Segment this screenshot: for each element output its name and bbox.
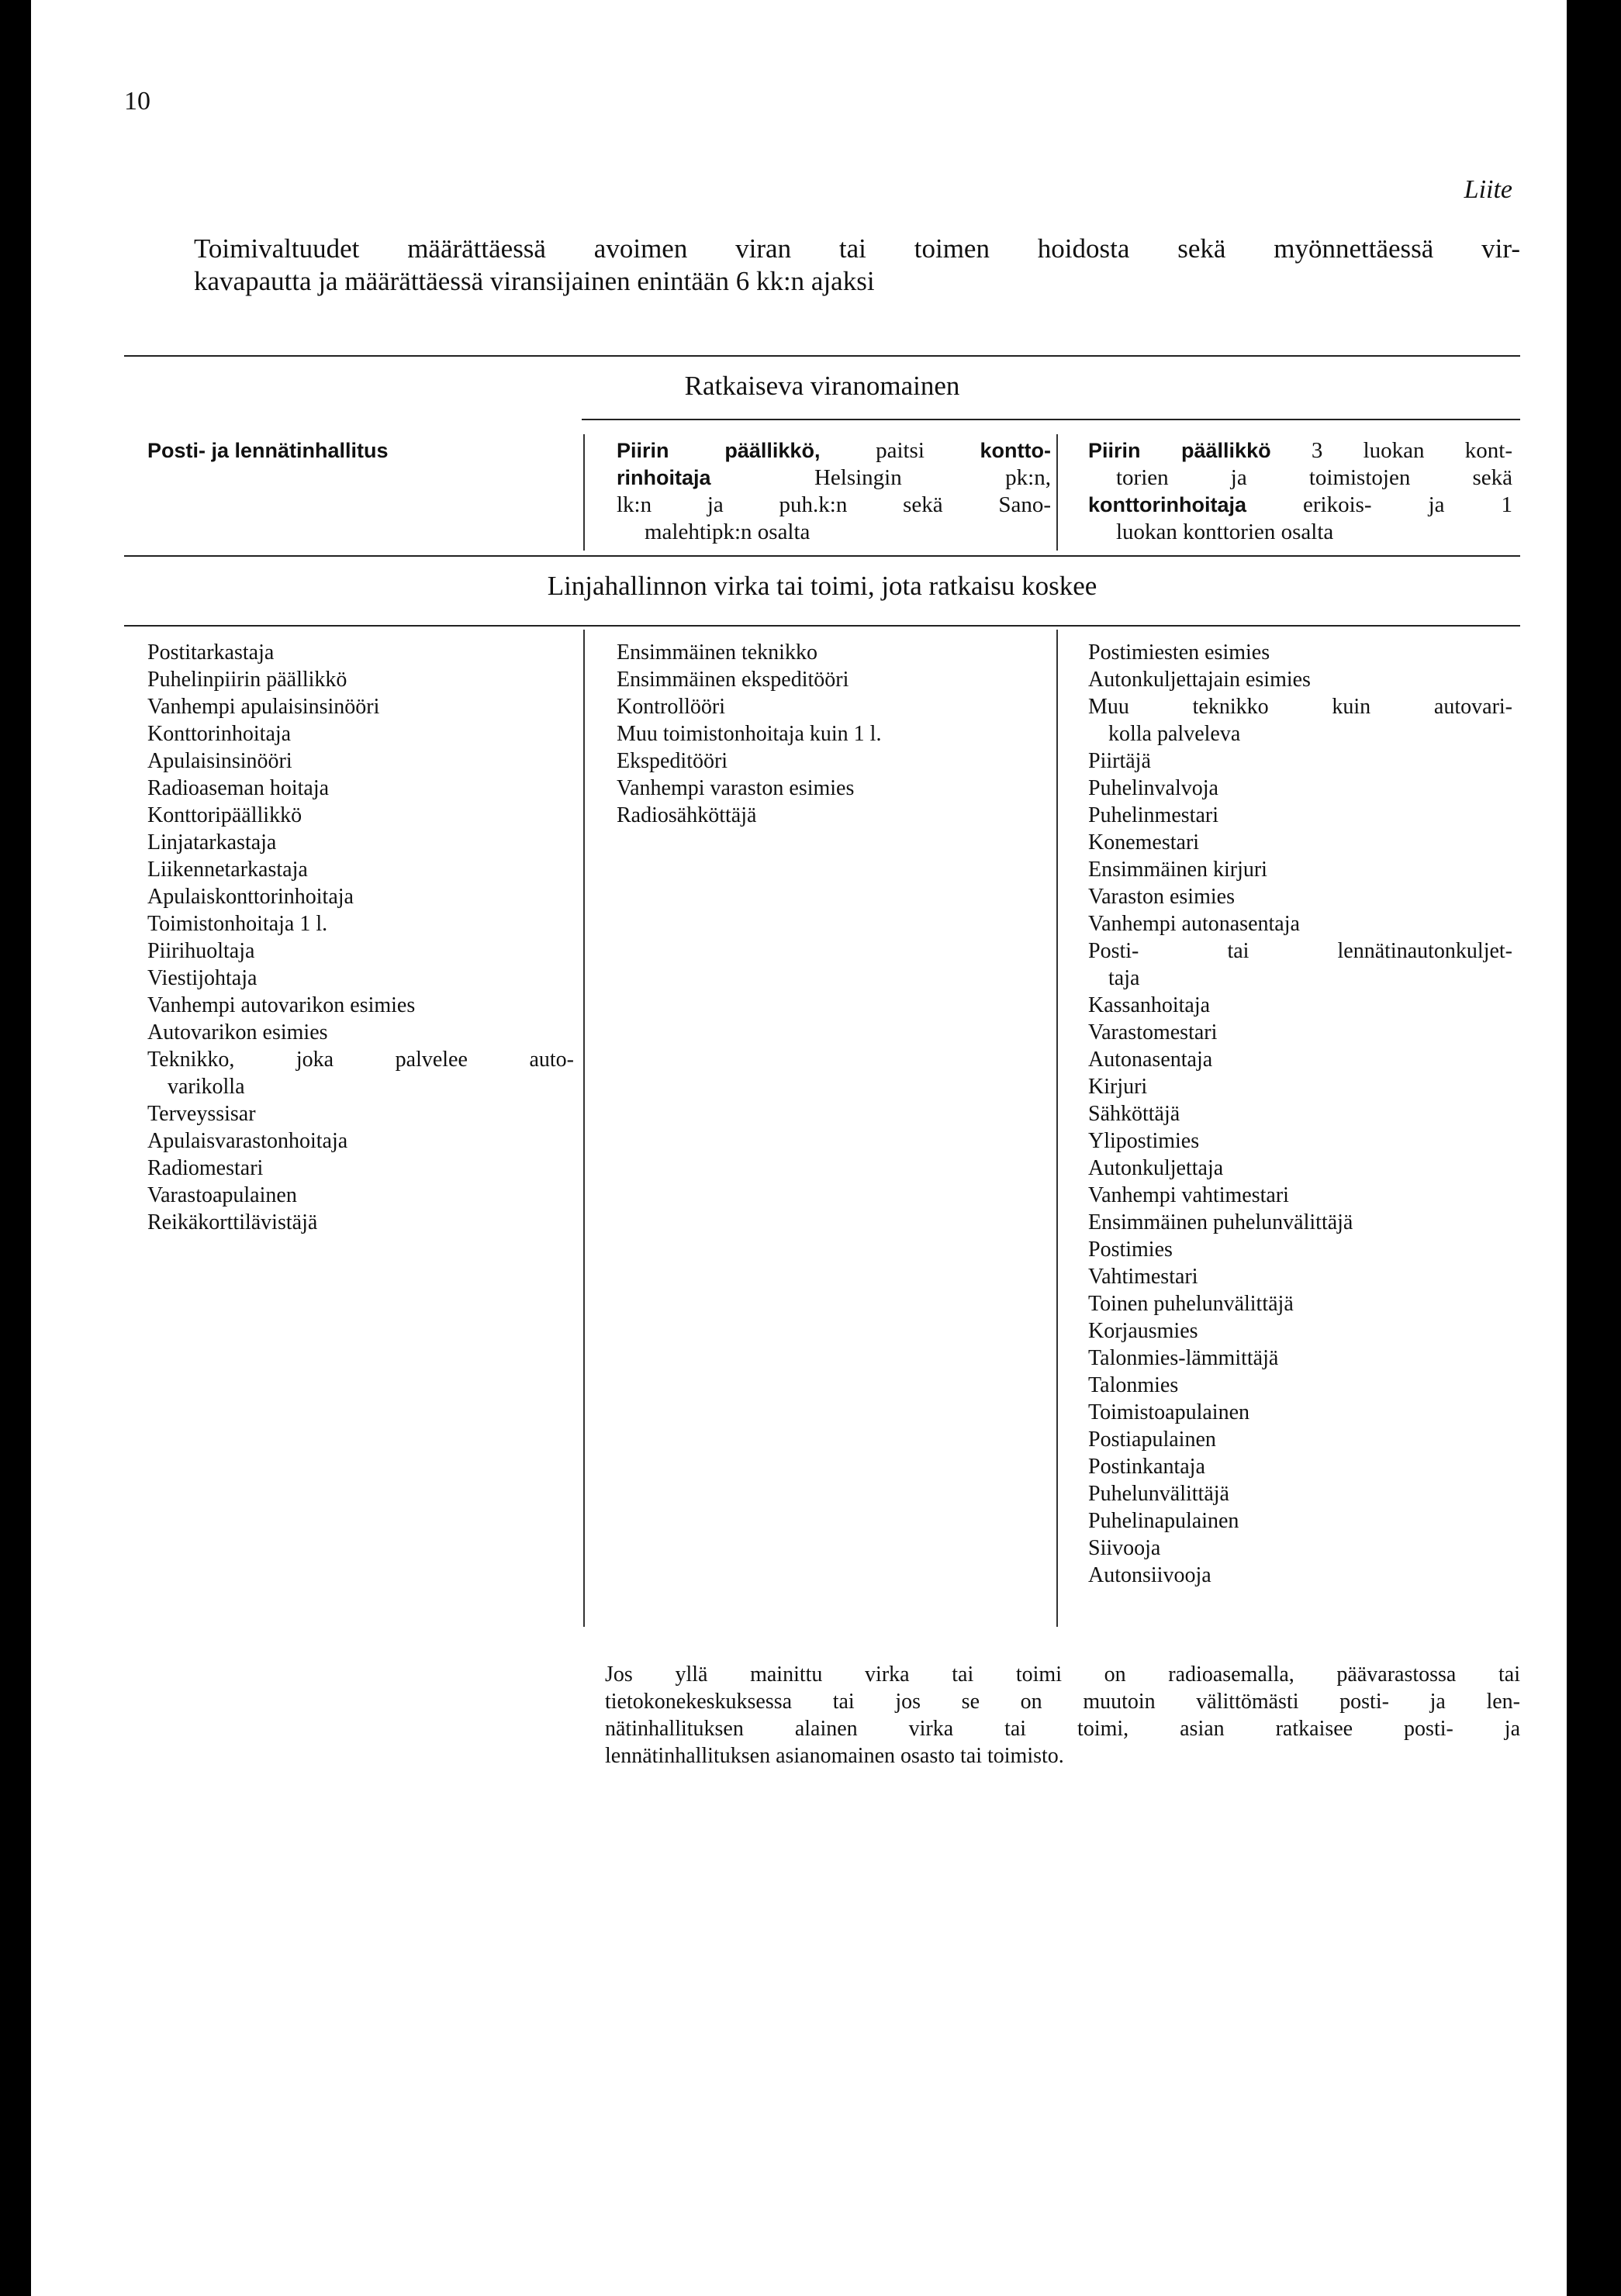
list-item: Autonsiivooja xyxy=(1088,1563,1211,1587)
title-line-1: Toimivaltuudet määrättäessä avoimen viran tai toimen hoidosta sekä myönnettäessä vir- xyxy=(194,233,1520,264)
divider xyxy=(124,355,1520,357)
list-item: Puhelinpiirin päällikkö xyxy=(147,668,347,692)
list-item: Radiomestari xyxy=(147,1156,264,1180)
footnote-line-3: nätinhallituksen alainen virka tai toimi, asian ratkaisee posti- ja xyxy=(605,1717,1520,1741)
list-item: Piirihuoltaja xyxy=(147,939,255,963)
list-item: Vanhempi varaston esimies xyxy=(617,776,855,800)
bold-text: konttorinhoitaja xyxy=(1088,493,1246,516)
column-header-3-line-3 xyxy=(1088,492,1512,519)
column-header-3-line-4: luokan konttorien osalta xyxy=(1116,520,1334,544)
list-item: Puhelinapulainen xyxy=(1088,1509,1239,1533)
list-item: Ekspeditööri xyxy=(617,749,728,773)
list-item: Terveyssisar xyxy=(147,1102,256,1126)
list-item: Ensimmäinen teknikko xyxy=(617,640,817,665)
list-item: Korjausmies xyxy=(1088,1319,1198,1343)
bold-text: Piirin päällikkö, xyxy=(617,439,821,462)
divider xyxy=(124,555,1520,557)
list-item: Konttoripäällikkö xyxy=(147,803,302,827)
list-item: Autovarikon esimies xyxy=(147,1020,328,1044)
list-item: Autonkuljettajain esimies xyxy=(1088,668,1311,692)
list-item: Toimistonhoitaja 1 l. xyxy=(147,912,328,936)
list-item: Vanhempi vahtimestari xyxy=(1088,1183,1289,1207)
list-item: Piirtäjä xyxy=(1088,749,1151,773)
column-header-2-line-4: malehtipk:n osalta xyxy=(645,520,810,544)
list-item: Autonasentaja xyxy=(1088,1048,1213,1072)
list-item: Postimiesten esimies xyxy=(1088,640,1270,665)
list-item: Puhelinvalvoja xyxy=(1088,776,1218,800)
list-item: Muu teknikko kuin autovari- xyxy=(1088,695,1512,719)
column-separator xyxy=(1056,434,1058,551)
bold-text: kontto- xyxy=(980,439,1051,462)
column-separator xyxy=(583,630,585,1627)
list-item: taja xyxy=(1108,966,1140,990)
footnote-line-2: tietokonekeskuksessa tai jos se on muutoin välittömästi posti- ja len- xyxy=(605,1690,1520,1714)
list-item: Radioaseman hoitaja xyxy=(147,776,330,800)
list-item: Apulaisvarastonhoitaja xyxy=(147,1129,348,1153)
document-title xyxy=(194,233,1520,298)
list-item: Linjatarkastaja xyxy=(147,830,277,855)
list-item: Kontrollööri xyxy=(617,695,725,719)
list-item: Autonkuljettaja xyxy=(1088,1156,1224,1180)
subheading: Linjahallinnon virka tai toimi, jota ratkaisu koskee xyxy=(547,571,1097,601)
column-separator xyxy=(583,434,585,551)
title-line-2: kavapautta ja määrättäessä viransijainen enintään 6 kk:n ajaksi xyxy=(194,266,875,296)
list-item: Postiapulainen xyxy=(1088,1428,1216,1452)
list-item: Ensimmäinen kirjuri xyxy=(1088,858,1267,882)
list-item: Vanhempi autonasentaja xyxy=(1088,912,1300,936)
list-item: Talonmies-lämmittäjä xyxy=(1088,1346,1279,1370)
list-item: Radiosähköttäjä xyxy=(617,803,757,827)
list-posti-ja-lennatinhallitus xyxy=(147,639,574,1236)
bold-text: Piirin päällikkö xyxy=(1088,439,1271,462)
list-item: Vanhempi autovarikon esimies xyxy=(147,993,416,1017)
document-page xyxy=(31,0,1567,2296)
column-header-1 xyxy=(147,437,582,464)
column-header-2-line-3: lk:n ja puh.k:n sekä Sano- xyxy=(617,492,1051,517)
list-item: Vanhempi apulaisinsinööri xyxy=(147,695,380,719)
list-item: Varastoapulainen xyxy=(147,1183,297,1207)
list-item: Postimies xyxy=(1088,1238,1173,1262)
list-item: Ylipostimies xyxy=(1088,1129,1200,1153)
list-item: Postinkantaja xyxy=(1088,1455,1205,1479)
list-item: Siivooja xyxy=(1088,1536,1161,1560)
list-item: kolla palveleva xyxy=(1108,722,1241,746)
list-item: Varastomestari xyxy=(1088,1020,1218,1044)
authority-heading: Ratkaiseva viranomainen xyxy=(684,371,960,401)
column-header-3-line-2: torien ja toimistojen sekä xyxy=(1116,465,1512,490)
footnote-line-4: lennätinhallituksen asianomainen osasto tai toimisto. xyxy=(605,1744,1064,1768)
list-item: Konttorinhoitaja xyxy=(147,722,292,746)
list-item: Viestijohtaja xyxy=(147,966,257,990)
list-item: Talonmies xyxy=(1088,1373,1179,1397)
list-item: Liikennetarkastaja xyxy=(147,858,308,882)
list-item: Varaston esimies xyxy=(1088,885,1235,909)
column-header-2-line-2 xyxy=(617,464,1051,492)
appendix-label: Liite xyxy=(1464,175,1512,204)
divider xyxy=(124,625,1520,627)
list-item: Konemestari xyxy=(1088,830,1200,855)
column-header-2-line-1 xyxy=(617,437,1051,464)
list-item: varikolla xyxy=(168,1075,245,1099)
list-konttorinhoitaja xyxy=(1088,639,1512,1589)
divider xyxy=(582,419,1520,420)
text: Helsingin pk:n, xyxy=(710,465,1051,490)
list-item: Apulaiskonttorinhoitaja xyxy=(147,885,354,909)
text: 3 luokan kont- xyxy=(1270,438,1512,463)
list-item: Toinen puhelunvälittäjä xyxy=(1088,1292,1294,1316)
page-number: 10 xyxy=(124,87,150,116)
column-separator xyxy=(1056,630,1058,1627)
column-header-3 xyxy=(1088,437,1512,546)
list-item: Toimistoapulainen xyxy=(1088,1400,1250,1424)
list-item: Apulaisinsinööri xyxy=(147,749,292,773)
list-item: Sähköttäjä xyxy=(1088,1102,1180,1126)
list-item: Kassanhoitaja xyxy=(1088,993,1211,1017)
footnote xyxy=(605,1661,1520,1769)
footnote-line-1: Jos yllä mainittu virka tai toimi on radioasemalla, päävarastossa tai xyxy=(605,1662,1520,1687)
list-item: Posti- tai lennätinautonkuljet- xyxy=(1088,939,1512,963)
list-item: Muu toimistonhoitaja kuin 1 l. xyxy=(617,722,882,746)
list-item: Teknikko, joka palvelee auto- xyxy=(147,1048,574,1072)
list-item: Reikäkorttilävistäjä xyxy=(147,1210,318,1234)
list-item: Ensimmäinen ekspeditööri xyxy=(617,668,849,692)
list-item: Ensimmäinen puhelunvälittäjä xyxy=(1088,1210,1353,1234)
list-item: Puhelinmestari xyxy=(1088,803,1218,827)
list-item: Puhelunvälittäjä xyxy=(1088,1482,1229,1506)
text: erikois- ja 1 xyxy=(1246,492,1512,517)
list-item: Vahtimestari xyxy=(1088,1265,1198,1289)
column-header-2 xyxy=(617,437,1051,546)
list-piirin-paallikko xyxy=(617,639,1043,829)
text: paitsi xyxy=(820,438,980,463)
list-item: Postitarkastaja xyxy=(147,640,275,665)
column-header-1-text: Posti- ja lennätinhallitus xyxy=(147,439,389,462)
list-item: Kirjuri xyxy=(1088,1075,1148,1099)
column-header-3-line-1 xyxy=(1088,437,1512,464)
bold-text: rinhoitaja xyxy=(617,466,711,489)
